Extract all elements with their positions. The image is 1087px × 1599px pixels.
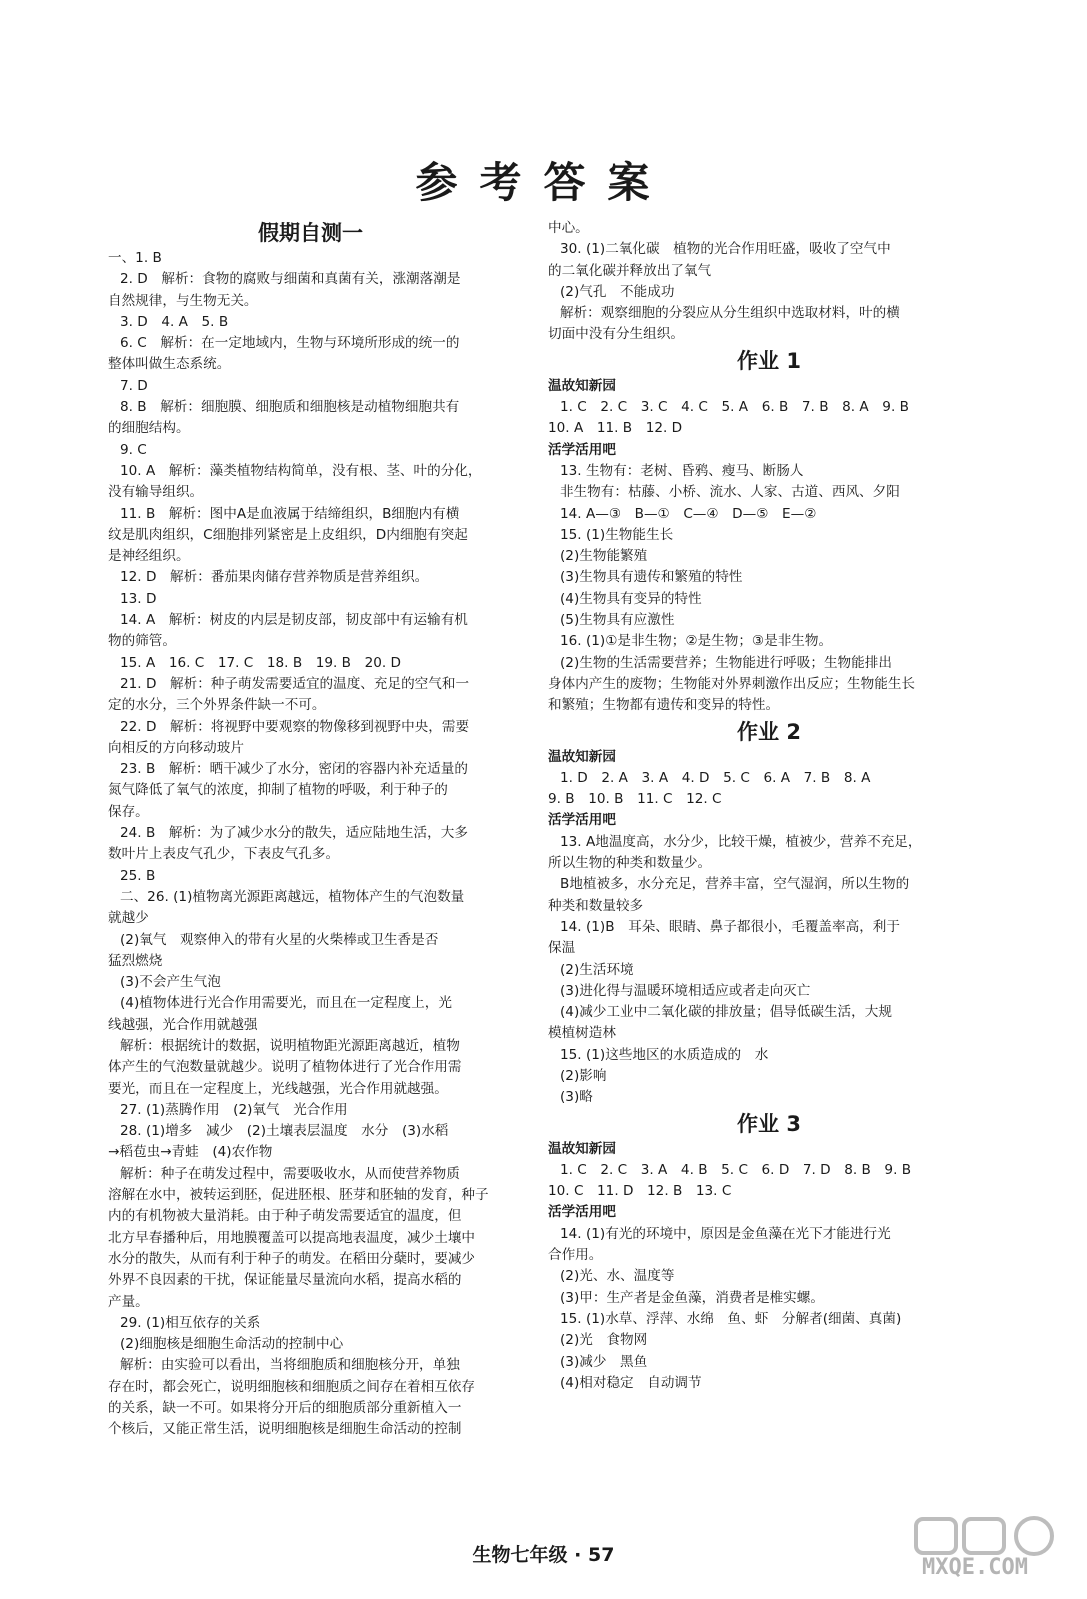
answer-line: 9. C <box>120 441 147 458</box>
answer-line: 13. A地温度高，水分少，比较干燥，植被少，营养不充足， <box>560 833 922 850</box>
answer-line: 14. (1)B 耳朵、眼睛、鼻子都很小，毛覆盖率高，利于 <box>560 918 900 935</box>
answer-line: 切面中没有分生组织。 <box>548 326 684 343</box>
answer-line: 10. A 11. B 12. D <box>548 420 683 437</box>
answer-line: B地植被多，水分充足，营养丰富，空气湿润，所以生物的 <box>560 876 910 893</box>
answer-line: 22. D 解析：将视野中要观察的物像移到视野中央，需要 <box>120 718 470 735</box>
subsection-heading: 温故知新园 <box>548 1140 616 1157</box>
answer-line: (2)影响 <box>560 1067 607 1084</box>
answer-line: 体产生的气泡数量就越少。说明了植物体进行了光合作用需 <box>108 1059 462 1076</box>
answer-line: 15. (1)生物能生长 <box>560 526 674 543</box>
answer-line: (3)生物具有遗传和繁殖的特性 <box>560 569 743 586</box>
answer-line: (3)进化得与温暖环境相适应或者走向灭亡 <box>560 982 811 999</box>
answer-line: 就越少 <box>108 910 149 927</box>
answer-line: (5)生物具有应激性 <box>560 612 675 629</box>
answer-line: 和繁殖；生物都有遗传和变异的特性。 <box>548 697 780 714</box>
answer-line: 模植树造林 <box>548 1025 616 1042</box>
answer-line: 纹是肌肉组织，C细胞排列紧密是上皮组织，D内细胞有突起 <box>108 526 468 543</box>
answer-line: 北方早春播种后，用地膜覆盖可以提高地表温度，减少土壤中 <box>108 1229 476 1246</box>
answer-line: 存在时，都会死亡，说明细胞核和细胞质之间存在着相互依存 <box>108 1378 476 1395</box>
answer-line: 的细胞结构。 <box>108 420 190 437</box>
answer-line: (3)不会产生气泡 <box>120 974 221 991</box>
page-title: 参考答案 <box>415 158 672 207</box>
answer-line: 2. D 解析：食物的腐败与细菌和真菌有关，涨潮落潮是 <box>120 271 461 288</box>
answer-line: (3)甲：生产者是金鱼藻，消费者是椎实螺。 <box>560 1289 824 1306</box>
answer-line: 种类和数量较多 <box>548 897 644 914</box>
answer-line: 个核后，又能正常生活，说明细胞核是细胞生命活动的控制 <box>108 1421 462 1438</box>
answer-line: (2)生物的生活需要营养；生物能进行呼吸；生物能排出 <box>560 654 892 671</box>
answer-line: 6. C 解析：在一定地域内，生物与环境所形成的统一的 <box>120 335 460 352</box>
answer-line: 氮气降低了氧气的浓度，抑制了植物的呼吸，利于种子的 <box>108 782 448 799</box>
section-heading: 假期自测一 <box>258 221 363 245</box>
answer-line: 27. (1)蒸腾作用 (2)氧气 光合作用 <box>120 1101 348 1118</box>
answer-line: 14. A 解析：树皮的内层是韧皮部，韧皮部中有运输有机 <box>120 612 468 629</box>
answer-line: 物的筛管。 <box>108 633 176 650</box>
answer-line: 16. (1)①是非生物；②是生物；③是非生物。 <box>560 633 833 650</box>
answer-line: 28. (1)增多 减少 (2)土壤表层温度 水分 (3)水稻 <box>120 1123 449 1140</box>
answer-line: 23. B 解析：晒干减少了水分，密闭的容器内补充适量的 <box>120 761 468 778</box>
answer-line: 3. D 4. A 5. B <box>120 313 229 330</box>
answer-line: (4)减少工业中二氧化碳的排放量；倡导低碳生活，大规 <box>560 1004 892 1021</box>
answer-line: 15. A 16. C 17. C 18. B 19. B 20. D <box>120 654 402 671</box>
answer-line: 保存。 <box>108 803 149 820</box>
answer-line: 溶解在水中，被转运到胚，促进胚根、胚芽和胚轴的发育，种子 <box>108 1187 489 1204</box>
answer-line: (4)相对稳定 自动调节 <box>560 1374 702 1391</box>
answer-line: 9. B 10. B 11. C 12. C <box>548 791 722 808</box>
answer-column-right <box>548 218 990 1394</box>
answer-line: 所以生物的种类和数量少。 <box>548 855 712 872</box>
answer-line: 线越强，光合作用就越强 <box>108 1016 258 1033</box>
section-heading: 作业 3 <box>737 1111 801 1136</box>
answer-line: 身体内产生的废物；生物能对外界刺激作出反应；生物能生长 <box>548 675 916 692</box>
answer-line: (2)生活环境 <box>560 961 634 978</box>
answer-line: 30. (1)二氧化碳 植物的光合作用旺盛，吸收了空气中 <box>560 241 891 258</box>
answer-line: 解析：由实验可以看出，当将细胞质和细胞核分开，单独 <box>120 1357 460 1374</box>
answer-line: 14. (1)有光的环境中，原因是金鱼藻在光下才能进行光 <box>560 1225 891 1242</box>
answer-column-left <box>108 218 513 1441</box>
answer-line: 13. D <box>120 590 157 607</box>
subsection-heading: 活学活用吧 <box>548 441 616 458</box>
answer-line: 13. 生物有：老树、昏鸦、瘦马、断肠人 <box>560 462 804 479</box>
answer-line: 12. D 解析：番茄果肉储存营养物质是营养组织。 <box>120 569 429 586</box>
answer-line: 内的有机物被大量消耗。由于种子萌发需要适宜的温度，但 <box>108 1208 462 1225</box>
answer-line: 15. (1)这些地区的水质造成的 水 <box>560 1046 769 1063</box>
watermark-text: MXQE.COM <box>922 1555 1028 1580</box>
section-heading: 作业 1 <box>737 348 801 373</box>
answer-line: 10. A 解析：藻类植物结构简单，没有根、茎、叶的分化， <box>120 462 482 479</box>
subsection-heading: 活学活用吧 <box>548 812 616 829</box>
answer-line: 解析：根据统计的数据，说明植物距光源距离越近，植物 <box>120 1037 460 1054</box>
answer-line: 自然规律，与生物无关。 <box>108 292 258 309</box>
answer-line: 产量。 <box>108 1293 149 1310</box>
answer-line: 7. D <box>120 377 148 394</box>
answer-line: 25. B <box>120 867 156 884</box>
answer-line: 1. C 2. C 3. A 4. B 5. C 6. D 7. D 8. B 9. B <box>560 1161 912 1178</box>
answer-line: 21. D 解析：种子萌发需要适宜的温度、充足的空气和一 <box>120 675 470 692</box>
answer-line: 外界不良因素的干扰，保证能量尽量流向水稻，提高水稻的 <box>108 1272 462 1289</box>
answer-line: 二、26. (1)植物离光源距离越远，植物体产生的气泡数量 <box>120 888 465 905</box>
subsection-heading: 活学活用吧 <box>548 1204 616 1221</box>
answer-line: 29. (1)相互依存的关系 <box>120 1314 261 1331</box>
section-heading: 作业 2 <box>737 719 801 744</box>
answer-line: (2)气孔 不能成功 <box>560 283 675 300</box>
answer-line: 11. B 解析：图中A是血液属于结缔组织，B细胞内有横 <box>120 505 460 522</box>
answer-line: 24. B 解析：为了减少水分的散失，适应陆地生活，大多 <box>120 825 468 842</box>
answer-line: (3)减少 黑鱼 <box>560 1353 648 1370</box>
answer-line: (4)植物体进行光合作用需要光，而且在一定程度上，光 <box>120 995 452 1012</box>
answer-line: 的二氧化碳并释放出了氧气 <box>548 262 712 279</box>
answer-line: 没有输导组织。 <box>108 484 204 501</box>
answer-line: 非生物有：枯藤、小桥、流水、人家、古道、西风、夕阳 <box>560 484 900 501</box>
page-footer: 生物七年级 · 57 <box>472 1544 615 1566</box>
watermark-logo <box>912 1515 1072 1590</box>
answer-line: 水分的散失，从而有利于种子的萌发。在稻田分蘖时，要减少 <box>108 1250 476 1267</box>
answer-line: 保温 <box>548 940 576 957</box>
answer-line: 解析：观察细胞的分裂应从分生组织中选取材料，叶的横 <box>560 305 900 322</box>
answer-line: 1. D 2. A 3. A 4. D 5. C 6. A 7. B 8. A <box>560 769 871 786</box>
answer-line: 定的水分，三个外界条件缺一不可。 <box>108 697 326 714</box>
answer-line: 10. C 11. D 12. B 13. C <box>548 1183 732 1200</box>
answer-line: (2)光、水、温度等 <box>560 1268 675 1285</box>
answer-line: (2)生物能繁殖 <box>560 548 648 565</box>
answer-line: 15. (1)水草、浮萍、水绵 鱼、虾 分解者(细菌、真菌) <box>560 1310 902 1327</box>
answer-line: (3)略 <box>560 1089 593 1106</box>
answer-line: 8. B 解析：细胞膜、细胞质和细胞核是动植物细胞共有 <box>120 399 460 416</box>
answer-line: 整体叫做生态系统。 <box>108 356 231 373</box>
answer-line: 要光，而且在一定程度上，光线越强，光合作用就越强。 <box>108 1080 448 1097</box>
answer-line: 是神经组织。 <box>108 548 190 565</box>
answer-line: 14. A—③ B—① C—④ D—⑤ E—② <box>560 505 817 522</box>
answer-line: 1. C 2. C 3. C 4. C 5. A 6. B 7. B 8. A 9. B <box>560 399 909 416</box>
answer-line: (2)光 食物网 <box>560 1332 648 1349</box>
answer-line: (4)生物具有变异的特性 <box>560 590 702 607</box>
answer-line: 解析：种子在萌发过程中，需要吸收水，从而使营养物质 <box>120 1165 460 1182</box>
answer-line: (2)细胞核是细胞生命活动的控制中心 <box>120 1336 344 1353</box>
subsection-heading: 温故知新园 <box>548 377 616 394</box>
answer-line: 猛烈燃烧 <box>108 952 163 969</box>
answer-line: →稻苞虫→青蛙 (4)农作物 <box>108 1144 273 1161</box>
answer-line: 一、1. B <box>108 250 162 266</box>
answer-line: 的关系，缺一不可。如果将分开后的细胞质部分重新植入一 <box>108 1400 462 1417</box>
answer-line: 中心。 <box>548 220 589 236</box>
answer-line: 合作用。 <box>548 1247 603 1264</box>
answer-line: 向相反的方向移动玻片 <box>108 739 244 756</box>
answer-line: (2)氧气 观察伸入的带有火星的火柴棒或卫生香是否 <box>120 931 439 948</box>
answer-line: 数叶片上表皮气孔少，下表皮气孔多。 <box>108 846 340 863</box>
subsection-heading: 温故知新园 <box>548 748 616 765</box>
